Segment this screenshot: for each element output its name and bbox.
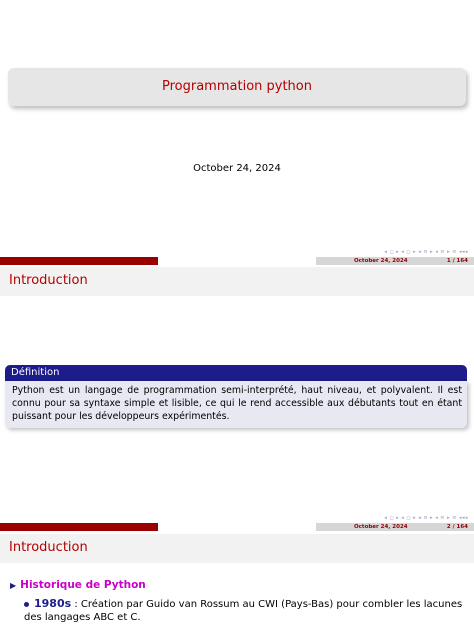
footer-middle-bar (158, 257, 316, 265)
definition-text: Python est un langage de programmation semi-interprété, haut niveau, et polyvalent. Il est connu pour sa syntaxe simple et lisible, ce qui le rend accessible aux débutants tout en étant puissant pour les développeurs expérimentés. (12, 385, 462, 422)
footer-page-number: 2 / 164 (446, 524, 468, 530)
frame-header-3 (0, 534, 474, 563)
footer-page-number: 1 / 164 (446, 258, 468, 264)
circle-bullet-icon (24, 602, 29, 607)
definition-block-title (5, 365, 467, 381)
footer-left-bar (0, 523, 158, 531)
bullet-item (24, 597, 464, 624)
presentation-title: Programmation python (162, 79, 312, 94)
frame-title: Introduction (9, 273, 88, 288)
title-slide (0, 0, 474, 266)
footer-date: October 24, 2024 (354, 258, 408, 264)
title-box (8, 68, 466, 106)
footer-left-bar (0, 257, 158, 265)
presentation-date: October 24, 2024 (193, 163, 281, 174)
footer-slide-1 (0, 257, 474, 265)
navigation-symbols[interactable]: ◂ ◻ ▸ ◂ ◻ ▸ ◂ ≡ ▸ ◂ ≡ ▸ ≡ ◂◂◂ (384, 249, 468, 255)
frame-header (0, 267, 474, 296)
footer-slide-2 (0, 523, 474, 531)
navigation-symbols-2[interactable]: ◂ ◻ ▸ ◂ ◻ ▸ ◂ ≡ ▸ ◂ ≡ ▸ ≡ ◂◂◂ (384, 515, 468, 521)
definition-block-body (5, 381, 467, 428)
footer-middle-bar (158, 523, 316, 531)
bullet-heading-text: Historique de Python (20, 579, 146, 591)
bullet-item-keyword: 1980s (34, 597, 72, 610)
footer-date: October 24, 2024 (354, 524, 408, 530)
triangle-bullet-icon: ▶ (10, 581, 17, 590)
bullet-item-text: : Création par Guido van Rossum au CWI (Pays-Bas) pour combler les lacunes des langages ABC et C. (24, 599, 463, 623)
definition-title: Définition (11, 367, 60, 378)
bullet-heading (10, 579, 146, 591)
frame-title-3: Introduction (9, 540, 88, 555)
